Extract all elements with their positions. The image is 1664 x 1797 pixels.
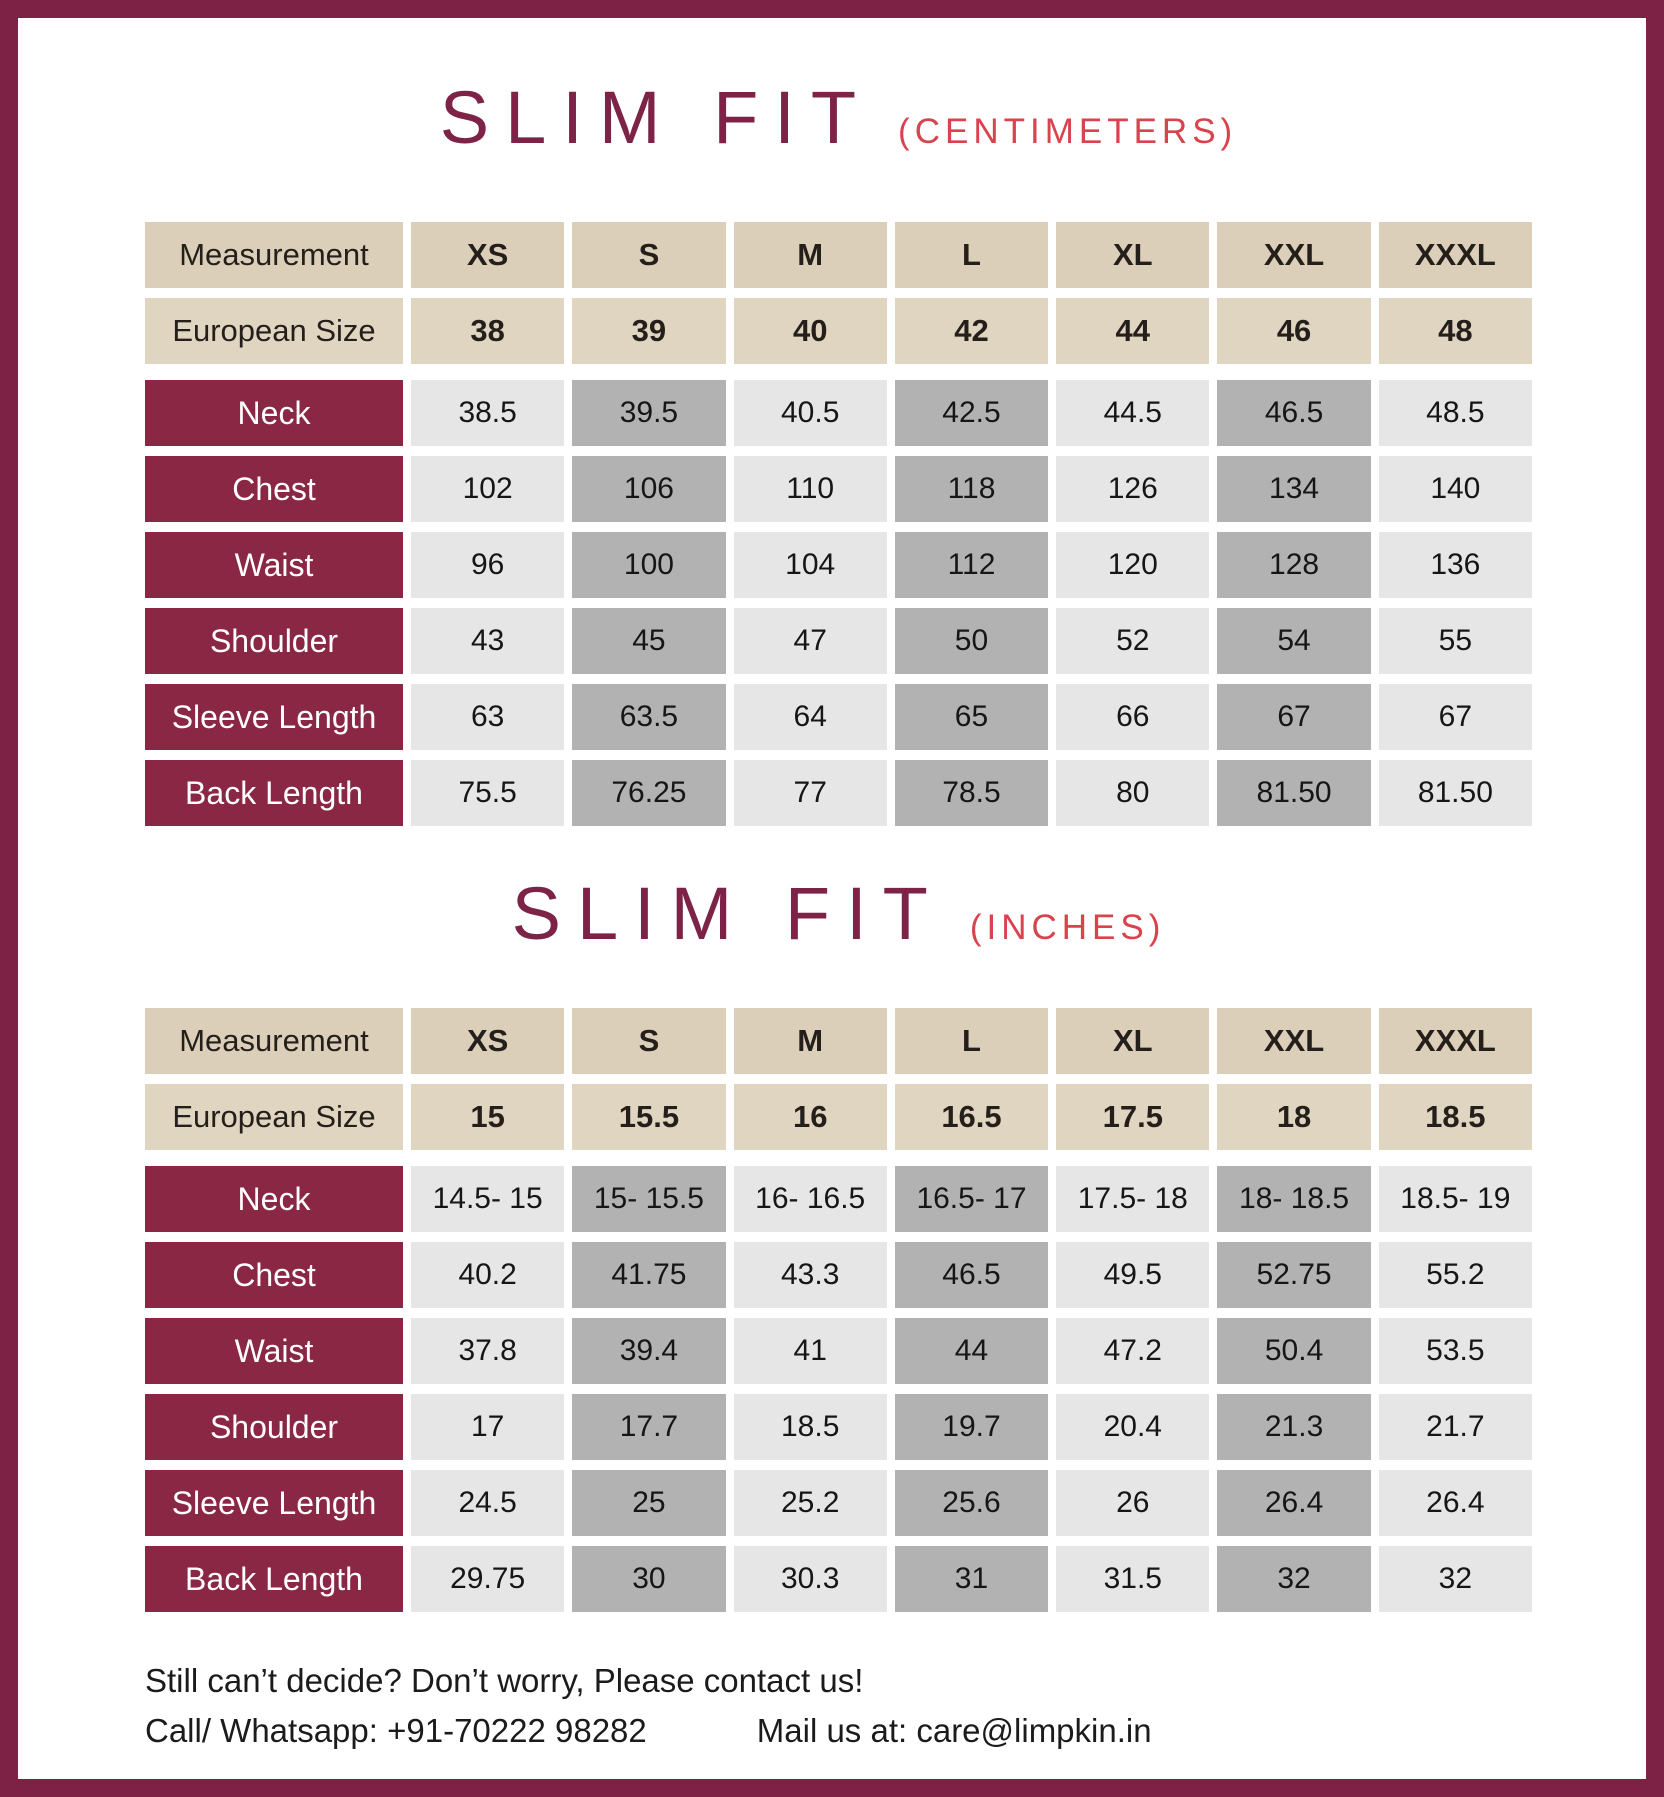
row-label-cell: Waist (145, 532, 403, 598)
row-label-cell: Chest (145, 1242, 403, 1308)
data-cell: 49.5 (1056, 1242, 1209, 1308)
european-size-value-cell: 39 (572, 298, 725, 364)
size-header-cell: XL (1056, 222, 1209, 288)
data-cell: 44 (895, 1318, 1048, 1384)
size-header-cell: XS (411, 1008, 564, 1074)
contact-line (145, 1706, 1532, 1756)
row-label-cell: Chest (145, 456, 403, 522)
table-body-cm (145, 380, 1532, 826)
footer-line1: Still can’t decide? Don’t worry, Please contact us! (145, 1662, 864, 1699)
data-cell: 78.5 (895, 760, 1048, 826)
size-header-cell: XXXL (1379, 1008, 1532, 1074)
data-cell: 46.5 (895, 1242, 1048, 1308)
european-size-value-cell: 48 (1379, 298, 1532, 364)
data-cell: 47.2 (1056, 1318, 1209, 1384)
european-size-value-cell: 17.5 (1056, 1084, 1209, 1150)
european-size-value-cell: 15 (411, 1084, 564, 1150)
row-label-cell: Sleeve Length (145, 1470, 403, 1536)
size-header-cell: S (572, 1008, 725, 1074)
data-cell: 14.5- 15 (411, 1166, 564, 1232)
data-cell: 44.5 (1056, 380, 1209, 446)
table-body-in (145, 1166, 1532, 1612)
data-cell: 96 (411, 532, 564, 598)
data-cell: 18.5- 19 (1379, 1166, 1532, 1232)
content-area (18, 18, 1646, 1756)
phone-text: Call/ Whatsapp: +91-70222 98282 (145, 1712, 647, 1749)
row-label-cell: Neck (145, 380, 403, 446)
data-cell: 52 (1056, 608, 1209, 674)
european-size-label-cell: European Size (145, 298, 403, 364)
data-cell: 104 (734, 532, 887, 598)
data-cell: 140 (1379, 456, 1532, 522)
data-cell: 65 (895, 684, 1048, 750)
row-label-cell: Shoulder (145, 608, 403, 674)
data-cell: 45 (572, 608, 725, 674)
data-cell: 40.2 (411, 1242, 564, 1308)
title-text-in: SLIM FIT (511, 872, 944, 955)
row-label-cell: Neck (145, 1166, 403, 1232)
data-cell: 42.5 (895, 380, 1048, 446)
data-cell: 67 (1379, 684, 1532, 750)
european-size-value-cell: 15.5 (572, 1084, 725, 1150)
size-header-cell: S (572, 222, 725, 288)
size-header-cell: XXXL (1379, 222, 1532, 288)
data-cell: 30 (572, 1546, 725, 1612)
data-cell: 26 (1056, 1470, 1209, 1536)
data-cell: 25.6 (895, 1470, 1048, 1536)
data-cell: 18- 18.5 (1217, 1166, 1370, 1232)
data-cell: 37.8 (411, 1318, 564, 1384)
data-cell: 126 (1056, 456, 1209, 522)
table-header-in (145, 1008, 1532, 1150)
data-cell: 19.7 (895, 1394, 1048, 1460)
measurement-header-cell: Measurement (145, 1008, 403, 1074)
european-size-value-cell: 44 (1056, 298, 1209, 364)
data-cell: 80 (1056, 760, 1209, 826)
data-cell: 41.75 (572, 1242, 725, 1308)
data-cell: 77 (734, 760, 887, 826)
data-cell: 76.25 (572, 760, 725, 826)
data-cell: 63.5 (572, 684, 725, 750)
measurement-header-cell: Measurement (145, 222, 403, 288)
data-cell: 24.5 (411, 1470, 564, 1536)
size-header-cell: L (895, 222, 1048, 288)
size-header-cell: M (734, 222, 887, 288)
data-cell: 118 (895, 456, 1048, 522)
data-cell: 17.5- 18 (1056, 1166, 1209, 1232)
data-cell: 75.5 (411, 760, 564, 826)
european-size-value-cell: 42 (895, 298, 1048, 364)
european-size-value-cell: 40 (734, 298, 887, 364)
data-cell: 50.4 (1217, 1318, 1370, 1384)
row-label-cell: Shoulder (145, 1394, 403, 1460)
footer-note (145, 1656, 1532, 1756)
data-cell: 26.4 (1379, 1470, 1532, 1536)
size-header-cell: L (895, 1008, 1048, 1074)
data-cell: 112 (895, 532, 1048, 598)
size-table-inches (145, 1008, 1532, 1612)
row-label-cell: Sleeve Length (145, 684, 403, 750)
title-text-cm: SLIM FIT (439, 76, 873, 159)
data-cell: 26.4 (1217, 1470, 1370, 1536)
european-size-value-cell: 18 (1217, 1084, 1370, 1150)
data-cell: 52.75 (1217, 1242, 1370, 1308)
data-cell: 39.5 (572, 380, 725, 446)
section-title-inches (145, 864, 1532, 978)
european-size-value-cell: 16.5 (895, 1084, 1048, 1150)
size-header-cell: M (734, 1008, 887, 1074)
size-header-cell: XXL (1217, 1008, 1370, 1074)
data-cell: 48.5 (1379, 380, 1532, 446)
data-cell: 21.3 (1217, 1394, 1370, 1460)
data-cell: 41 (734, 1318, 887, 1384)
row-label-cell: Back Length (145, 760, 403, 826)
row-label-cell: Back Length (145, 1546, 403, 1612)
data-cell: 17.7 (572, 1394, 725, 1460)
european-size-label-cell: European Size (145, 1084, 403, 1150)
data-cell: 55 (1379, 608, 1532, 674)
european-size-value-cell: 46 (1217, 298, 1370, 364)
row-label-cell: Waist (145, 1318, 403, 1384)
data-cell: 15- 15.5 (572, 1166, 725, 1232)
european-size-value-cell: 38 (411, 298, 564, 364)
data-cell: 30.3 (734, 1546, 887, 1612)
data-cell: 63 (411, 684, 564, 750)
data-cell: 43 (411, 608, 564, 674)
size-header-cell: XXL (1217, 222, 1370, 288)
size-table-centimeters (145, 222, 1532, 826)
data-cell: 128 (1217, 532, 1370, 598)
data-cell: 64 (734, 684, 887, 750)
european-size-value-cell: 18.5 (1379, 1084, 1532, 1150)
data-cell: 136 (1379, 532, 1532, 598)
data-cell: 53.5 (1379, 1318, 1532, 1384)
data-cell: 31.5 (1056, 1546, 1209, 1612)
data-cell: 39.4 (572, 1318, 725, 1384)
data-cell: 31 (895, 1546, 1048, 1612)
european-size-value-cell: 16 (734, 1084, 887, 1150)
data-cell: 106 (572, 456, 725, 522)
data-cell: 134 (1217, 456, 1370, 522)
data-cell: 81.50 (1379, 760, 1532, 826)
data-cell: 25.2 (734, 1470, 887, 1536)
data-cell: 20.4 (1056, 1394, 1209, 1460)
data-cell: 55.2 (1379, 1242, 1532, 1308)
data-cell: 21.7 (1379, 1394, 1532, 1460)
data-cell: 66 (1056, 684, 1209, 750)
data-cell: 17 (411, 1394, 564, 1460)
data-cell: 47 (734, 608, 887, 674)
email-text: Mail us at: care@limpkin.in (756, 1712, 1152, 1749)
data-cell: 32 (1217, 1546, 1370, 1612)
size-header-cell: XL (1056, 1008, 1209, 1074)
data-cell: 16.5- 17 (895, 1166, 1048, 1232)
data-cell: 54 (1217, 608, 1370, 674)
data-cell: 67 (1217, 684, 1370, 750)
data-cell: 18.5 (734, 1394, 887, 1460)
data-cell: 110 (734, 456, 887, 522)
data-cell: 50 (895, 608, 1048, 674)
data-cell: 40.5 (734, 380, 887, 446)
data-cell: 29.75 (411, 1546, 564, 1612)
data-cell: 25 (572, 1470, 725, 1536)
size-header-cell: XS (411, 222, 564, 288)
data-cell: 100 (572, 532, 725, 598)
data-cell: 46.5 (1217, 380, 1370, 446)
data-cell: 81.50 (1217, 760, 1370, 826)
data-cell: 38.5 (411, 380, 564, 446)
data-cell: 43.3 (734, 1242, 887, 1308)
data-cell: 120 (1056, 532, 1209, 598)
unit-label-cm: (CENTIMETERS) (898, 112, 1238, 151)
unit-label-in: (INCHES) (969, 908, 1166, 947)
data-cell: 16- 16.5 (734, 1166, 887, 1232)
table-header-cm (145, 222, 1532, 364)
data-cell: 102 (411, 456, 564, 522)
data-cell: 32 (1379, 1546, 1532, 1612)
section-title-centimeters (145, 68, 1532, 182)
